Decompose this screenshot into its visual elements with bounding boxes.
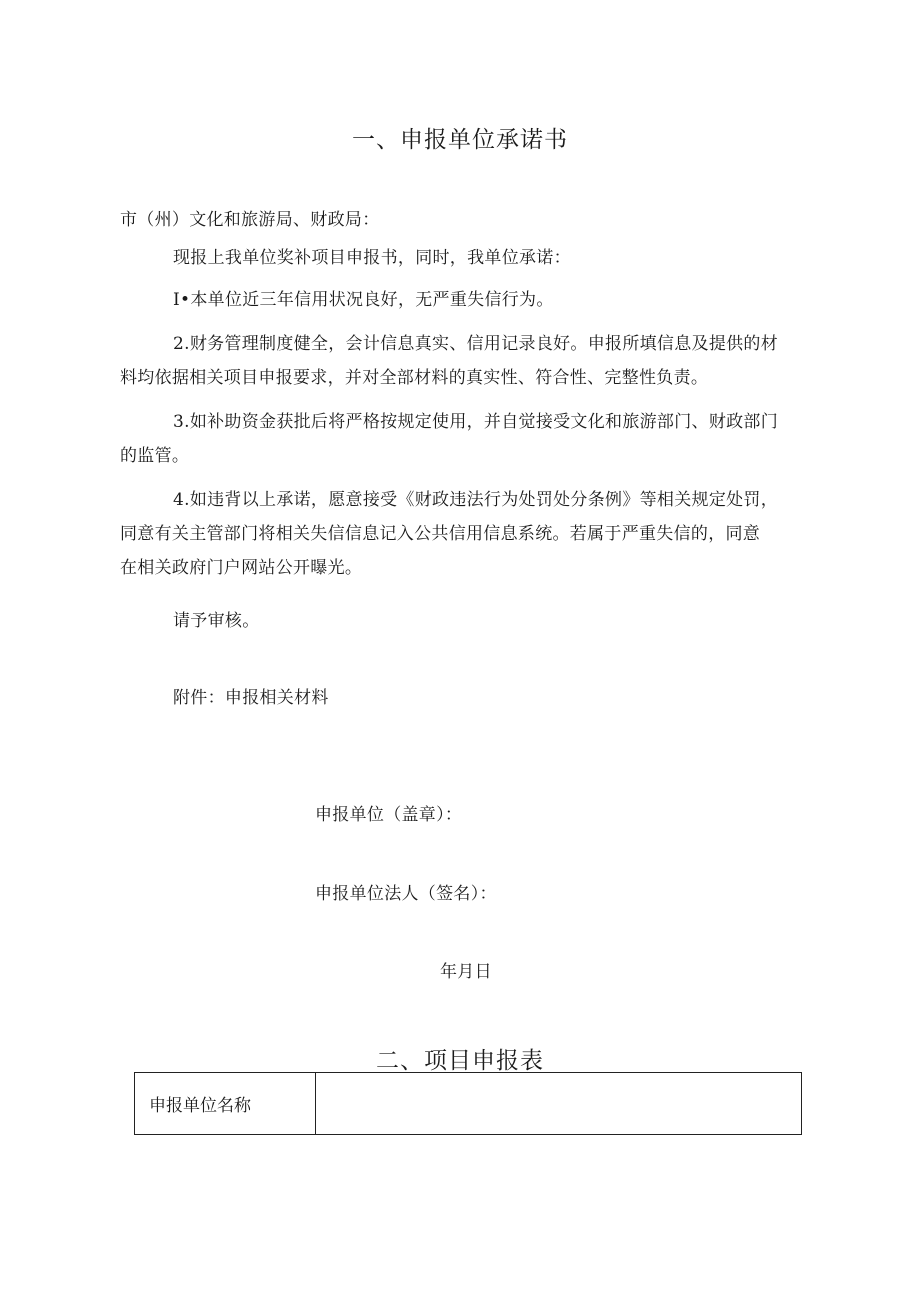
- commitment-item-3: [120, 405, 778, 473]
- item-4-line-2: 同意有关主管部门将相关失信信息记入公共信用信息系统。若属于严重失信的，同意: [120, 524, 761, 544]
- item-2-line-2: 料均依据相关项目申报要求，并对全部材料的真实性、符合性、完整性负责。: [120, 368, 709, 388]
- item-4-line-1: 4.如违背以上承诺，愿意接受《财政违法行为处罚处分条例》等相关规定处罚，: [173, 490, 779, 510]
- commitment-item-1: I•本单位近三年信用状况良好，无严重失信行为。: [173, 290, 554, 310]
- item-3-line-2: 的监管。: [120, 446, 190, 466]
- intro-paragraph: 现报上我单位奖补项目申报书，同时，我单位承诺：: [173, 248, 571, 268]
- application-form-table: [134, 1072, 802, 1135]
- applicant-name-label: 申报单位名称: [135, 1073, 316, 1135]
- legal-rep-signature-label: 申报单位法人（签名）：: [315, 884, 497, 904]
- table-row: [135, 1073, 802, 1135]
- attachment-note: 附件：申报相关材料: [173, 688, 329, 708]
- commitment-item-4: [120, 483, 778, 585]
- date-label: 年月日: [440, 962, 492, 982]
- addressee: 市（州）文化和旅游局、财政局：: [120, 210, 380, 230]
- item-2-line-1: 2.财务管理制度健全，会计信息真实、信用记录良好。申报所填信息及提供的材: [173, 334, 779, 354]
- item-4-line-3: 在相关政府门户网站公开曝光。: [120, 558, 363, 578]
- application-form-title: 二、项目申报表: [376, 1048, 544, 1074]
- seal-label: 申报单位（盖章）：: [315, 805, 463, 825]
- applicant-name-field[interactable]: [316, 1073, 802, 1135]
- closing-request: 请予审核。: [173, 611, 260, 631]
- commitment-item-2: [120, 327, 778, 395]
- item-3-line-1: 3.如补助资金获批后将严格按规定使用，并自觉接受文化和旅游部门、财政部门: [173, 412, 779, 432]
- commitment-title: 一、申报单位承诺书: [352, 127, 568, 153]
